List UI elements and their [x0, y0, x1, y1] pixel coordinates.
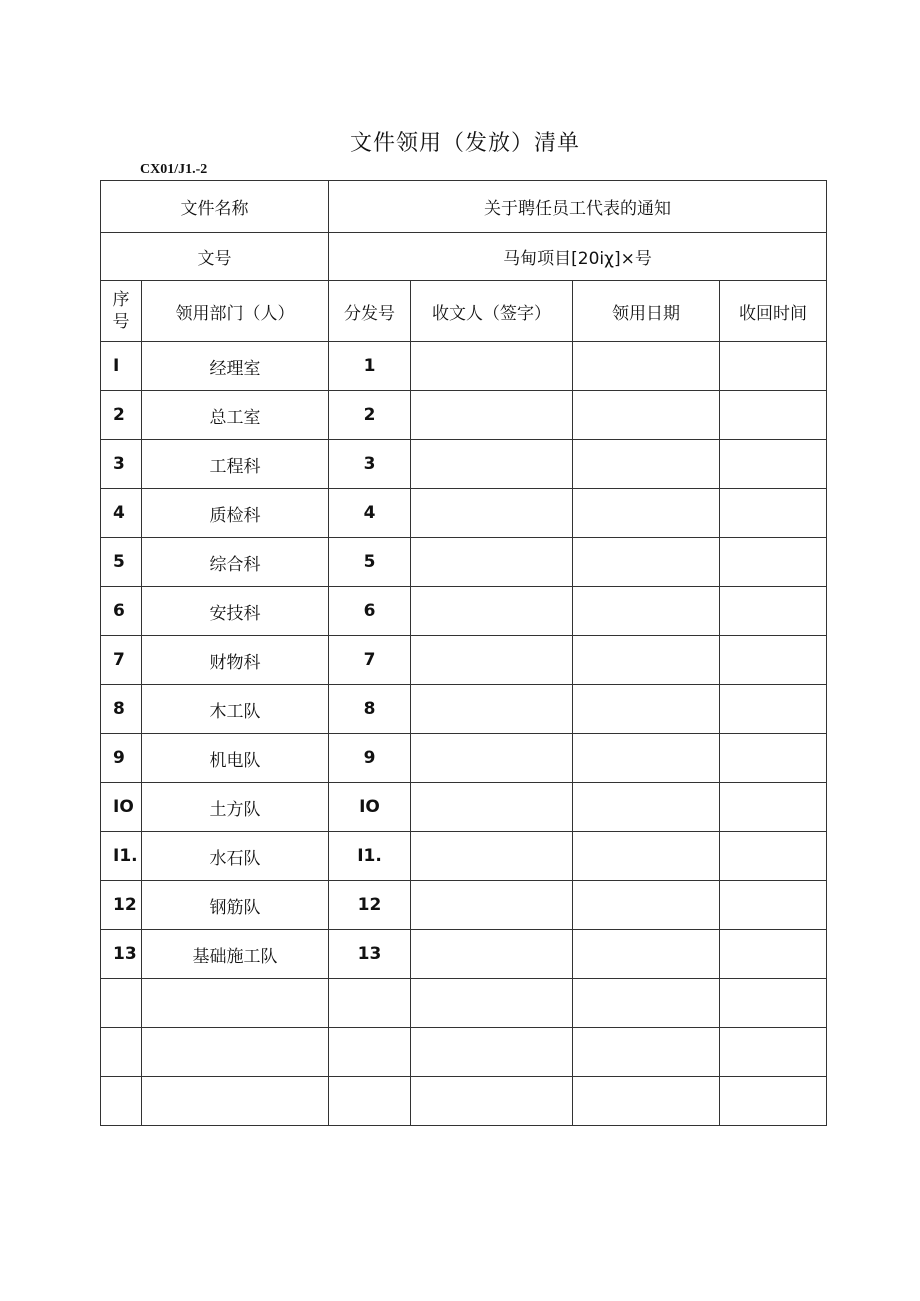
row-date[interactable]: [573, 734, 720, 783]
row-receiver-signature[interactable]: [411, 1077, 573, 1126]
row-dist: [329, 1028, 411, 1077]
row-seq: 4: [101, 489, 142, 538]
row-dept: 总工室: [142, 391, 329, 440]
row-receiver-signature[interactable]: [411, 881, 573, 930]
row-date[interactable]: [573, 1077, 720, 1126]
col-receiver-header: 收文人（签字）: [411, 281, 573, 342]
table-row: [101, 832, 827, 881]
document-title: 文件领用（发放）清单: [349, 131, 580, 156]
table-row: [101, 636, 827, 685]
row-date[interactable]: [573, 587, 720, 636]
row-seq: 13: [101, 930, 142, 979]
row-dist: IO: [329, 783, 411, 832]
file-name-value: 关于聘任员工代表的通知: [329, 181, 827, 233]
row-dept: 综合科: [142, 538, 329, 587]
row-seq: IO: [101, 783, 142, 832]
row-return-time[interactable]: [720, 685, 827, 734]
table-row: [101, 685, 827, 734]
row-seq: 12: [101, 881, 142, 930]
row-receiver-signature[interactable]: [411, 685, 573, 734]
row-dept: 安技科: [142, 587, 329, 636]
table-row: [101, 391, 827, 440]
row-dept: 财物科: [142, 636, 329, 685]
row-date[interactable]: [573, 391, 720, 440]
row-dist: 13: [329, 930, 411, 979]
row-date[interactable]: [573, 538, 720, 587]
row-seq: 7: [101, 636, 142, 685]
row-dist: 3: [329, 440, 411, 489]
row-receiver-signature[interactable]: [411, 587, 573, 636]
col-dist-header: 分发号: [329, 281, 411, 342]
table-row: [101, 440, 827, 489]
row-date[interactable]: [573, 881, 720, 930]
row-dept: 钢筋队: [142, 881, 329, 930]
row-dept: [142, 979, 329, 1028]
row-date[interactable]: [573, 832, 720, 881]
table-row: [101, 489, 827, 538]
row-return-time[interactable]: [720, 440, 827, 489]
row-receiver-signature[interactable]: [411, 538, 573, 587]
row-dept: 质检科: [142, 489, 329, 538]
row-dept: [142, 1028, 329, 1077]
table-row: [101, 930, 827, 979]
row-date[interactable]: [573, 1028, 720, 1077]
row-dist: 2: [329, 391, 411, 440]
row-receiver-signature[interactable]: [411, 930, 573, 979]
form-code: CX01/J1.-2: [140, 162, 208, 177]
row-seq: [101, 979, 142, 1028]
row-dist: 4: [329, 489, 411, 538]
file-name-row: [101, 181, 827, 233]
row-dist: [329, 979, 411, 1028]
row-receiver-signature[interactable]: [411, 440, 573, 489]
table-row: [101, 538, 827, 587]
row-return-time[interactable]: [720, 538, 827, 587]
row-seq: I: [101, 342, 142, 391]
row-dist: 9: [329, 734, 411, 783]
table-row: [101, 783, 827, 832]
row-return-time[interactable]: [720, 489, 827, 538]
row-receiver-signature[interactable]: [411, 734, 573, 783]
row-dept: 基础施工队: [142, 930, 329, 979]
table-row: [101, 587, 827, 636]
row-dept: 水石队: [142, 832, 329, 881]
file-name-label: 文件名称: [101, 181, 329, 233]
row-dist: 6: [329, 587, 411, 636]
row-return-time[interactable]: [720, 391, 827, 440]
col-seq-header: [101, 281, 142, 342]
row-return-time[interactable]: [720, 1077, 827, 1126]
row-receiver-signature[interactable]: [411, 391, 573, 440]
row-seq: 9: [101, 734, 142, 783]
row-seq: 3: [101, 440, 142, 489]
row-receiver-signature[interactable]: [411, 979, 573, 1028]
row-return-time[interactable]: [720, 636, 827, 685]
row-receiver-signature[interactable]: [411, 783, 573, 832]
row-date[interactable]: [573, 930, 720, 979]
table-row: [101, 1028, 827, 1077]
row-dist: [329, 1077, 411, 1126]
col-seq-header-bottom: 号: [112, 312, 130, 332]
row-dept: 木工队: [142, 685, 329, 734]
row-seq: 8: [101, 685, 142, 734]
row-date[interactable]: [573, 685, 720, 734]
row-return-time[interactable]: [720, 930, 827, 979]
row-dept: 机电队: [142, 734, 329, 783]
row-return-time[interactable]: [720, 783, 827, 832]
row-date[interactable]: [573, 489, 720, 538]
doc-number-value: 马甸项目[20iχ]×号: [329, 233, 827, 281]
row-receiver-signature[interactable]: [411, 832, 573, 881]
row-dept: 经理室: [142, 342, 329, 391]
row-dist: 8: [329, 685, 411, 734]
row-return-time[interactable]: [720, 587, 827, 636]
col-dept-header: 领用部门（人）: [142, 281, 329, 342]
row-dist: I1.: [329, 832, 411, 881]
column-header-row: [101, 281, 827, 342]
doc-number-row: [101, 233, 827, 281]
row-date[interactable]: [573, 979, 720, 1028]
row-dist: 5: [329, 538, 411, 587]
row-return-time[interactable]: [720, 881, 827, 930]
row-receiver-signature[interactable]: [411, 489, 573, 538]
doc-number-label: 文号: [101, 233, 329, 281]
col-return-header: 收回时间: [720, 281, 827, 342]
row-dist: 12: [329, 881, 411, 930]
table-row: [101, 1077, 827, 1126]
row-receiver-signature[interactable]: [411, 1028, 573, 1077]
row-return-time[interactable]: [720, 979, 827, 1028]
row-date[interactable]: [573, 440, 720, 489]
row-return-time[interactable]: [720, 734, 827, 783]
row-seq: 2: [101, 391, 142, 440]
table-row: [101, 979, 827, 1028]
row-date[interactable]: [573, 636, 720, 685]
distribution-table: [100, 180, 827, 1126]
row-receiver-signature[interactable]: [411, 636, 573, 685]
row-dist: 1: [329, 342, 411, 391]
table-row: [101, 342, 827, 391]
table-row: [101, 881, 827, 930]
row-seq: 5: [101, 538, 142, 587]
row-seq: [101, 1028, 142, 1077]
row-seq: 6: [101, 587, 142, 636]
row-dept: [142, 1077, 329, 1126]
row-dept: 工程科: [142, 440, 329, 489]
row-date[interactable]: [573, 783, 720, 832]
row-dept: 土方队: [142, 783, 329, 832]
col-seq-header-top: 序: [112, 290, 130, 310]
row-date[interactable]: [573, 342, 720, 391]
row-seq: [101, 1077, 142, 1126]
row-return-time[interactable]: [720, 1028, 827, 1077]
row-return-time[interactable]: [720, 342, 827, 391]
col-date-header: 领用日期: [573, 281, 720, 342]
table-row: [101, 734, 827, 783]
row-seq: I1.: [101, 832, 142, 881]
row-return-time[interactable]: [720, 832, 827, 881]
row-receiver-signature[interactable]: [411, 342, 573, 391]
row-dist: 7: [329, 636, 411, 685]
